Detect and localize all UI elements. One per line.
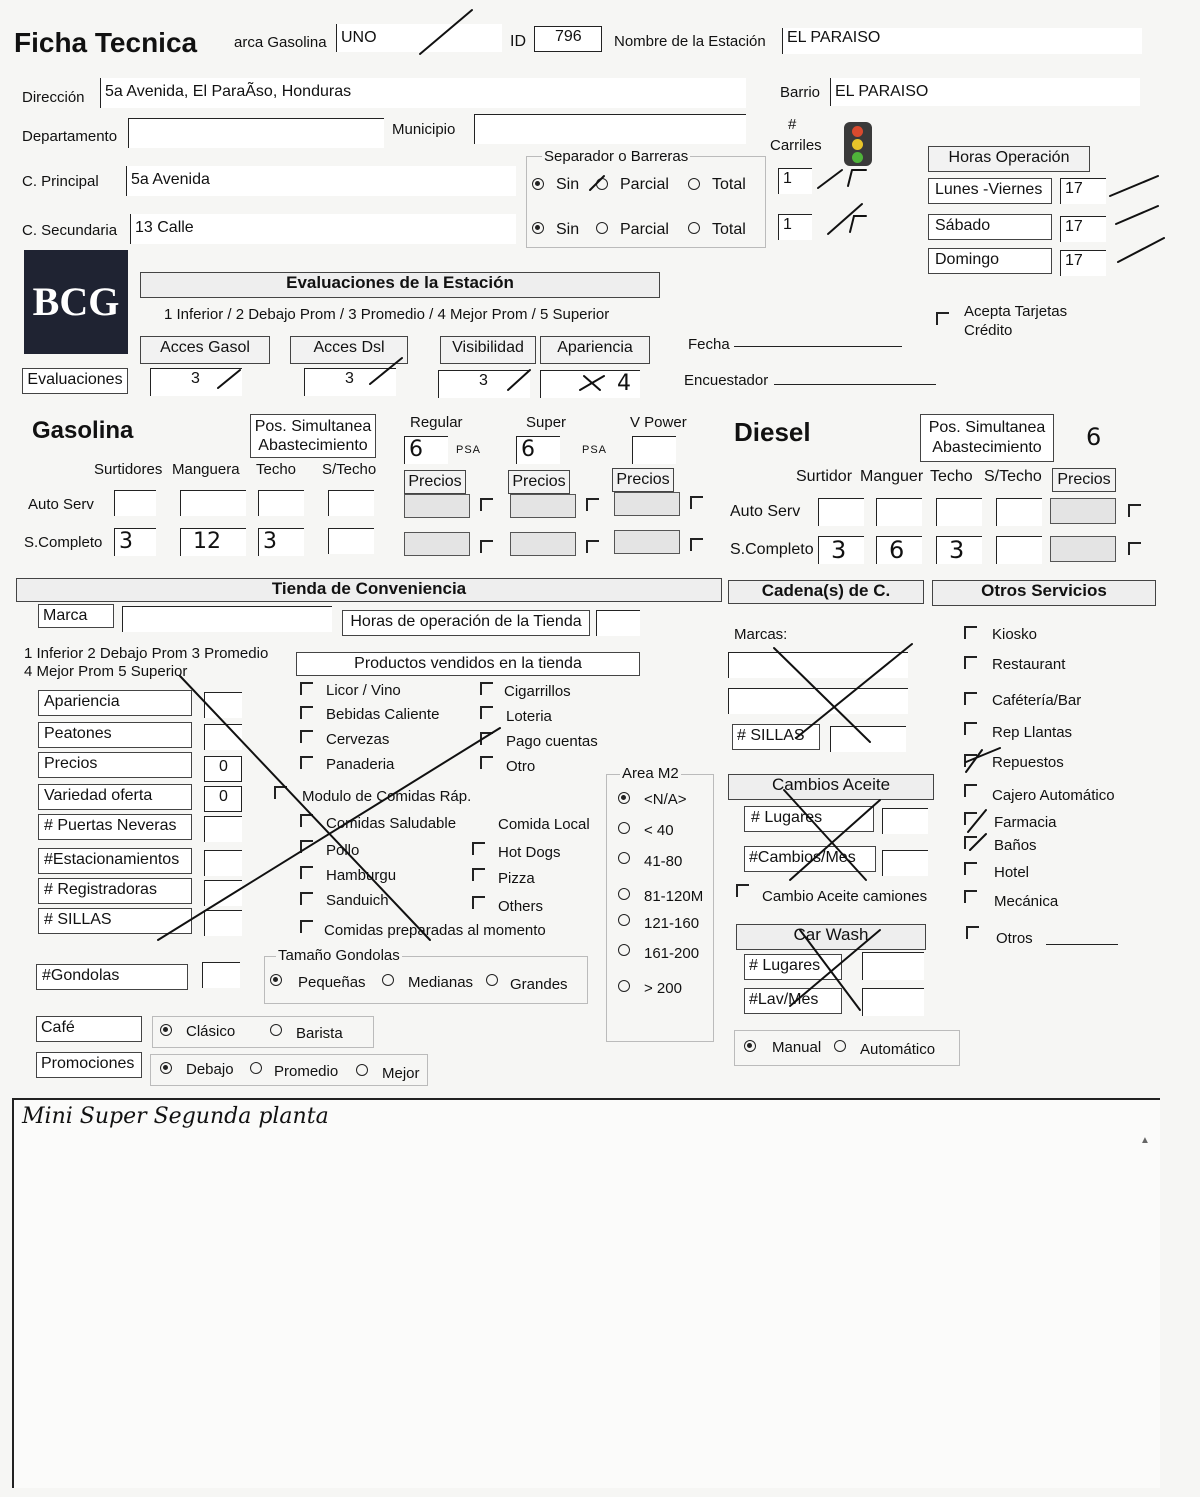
- dsl-col-surtidor: Surtidor: [796, 468, 853, 485]
- otros-title: Otros Servicios: [932, 580, 1156, 606]
- others-label: Others: [498, 898, 544, 915]
- municipio-label: Municipio: [392, 121, 456, 138]
- grandes-label: Grandes: [510, 976, 568, 993]
- pollo-label: Pollo: [326, 842, 360, 859]
- area-121-160-label: 121-160: [644, 915, 700, 932]
- pequenas-label: Pequeñas: [298, 974, 366, 991]
- bcg-logo: BCG: [24, 250, 128, 354]
- marca-gasolina-label: arca Gasolina: [234, 34, 327, 51]
- c-secundaria-field[interactable]: 13 Calle: [130, 214, 516, 244]
- pen-mark: [1110, 176, 1164, 262]
- gas-precios-regular-label: Precios: [404, 470, 466, 494]
- dsl-precios-label: Precios: [1052, 468, 1116, 492]
- tienda-precios-field[interactable]: 0: [204, 756, 242, 782]
- pen-mark: [784, 790, 880, 880]
- direccion-label: Dirección: [22, 89, 85, 106]
- tienda-puertas-label: # Puertas Neveras: [38, 814, 192, 840]
- notes-text: Mini Super Segunda planta: [22, 1104, 329, 1129]
- direccion-field[interactable]: 5a Avenida, El ParaÃso, Honduras: [100, 78, 746, 108]
- cigarrillos-label: Cigarrillos: [504, 683, 571, 700]
- debajo-label: Debajo: [186, 1061, 234, 1078]
- domingo-field[interactable]: 17: [1060, 250, 1106, 276]
- tienda-variedad-label: Variedad oferta: [38, 784, 192, 810]
- mecanica-label: Mecánica: [994, 893, 1059, 910]
- area-na-label: <N/A>: [644, 791, 687, 808]
- productos-title: Productos vendidos en la tienda: [296, 652, 640, 676]
- gas-sc-manguera[interactable]: 12: [180, 528, 246, 556]
- tienda-scale-1: 1 Inferior 2 Debajo Prom 3 Promedio: [24, 645, 269, 662]
- sep-secundaria-sin-label: Sin: [556, 221, 580, 238]
- gas-auto-serv-label: Auto Serv: [28, 496, 94, 513]
- pen-mark: [790, 930, 880, 1010]
- tienda-variedad-field[interactable]: 0: [204, 786, 242, 812]
- gas-precios-vpower-label: Precios: [612, 468, 674, 492]
- carriles-hash: #: [788, 116, 797, 133]
- pen-mark: [180, 676, 430, 940]
- cadena-marcas-label: Marcas:: [734, 626, 788, 643]
- area-title: Area M2: [622, 765, 679, 782]
- psa-label-1: PSA: [456, 444, 482, 456]
- pen-mark: [218, 358, 530, 390]
- lunes-viernes-field[interactable]: 17: [1060, 178, 1106, 204]
- restaurant-label: Restaurant: [992, 656, 1066, 673]
- horas-tienda-label: Horas de operación de la Tienda: [342, 610, 590, 636]
- dsl-auto-serv-label: Auto Serv: [730, 503, 801, 520]
- carriles-secundaria-field[interactable]: 1: [778, 214, 812, 240]
- gas-sc-surtidores[interactable]: 3: [114, 528, 156, 556]
- dsl-pos-value: 6: [1086, 423, 1102, 451]
- kiosko-label: Kiosko: [992, 626, 1038, 643]
- barrio-field[interactable]: EL PARAISO: [830, 78, 1140, 106]
- diesel-title: Diesel: [734, 417, 811, 447]
- cambios-aceite-title: Cambios Aceite: [728, 774, 934, 800]
- hamburgu-label: Hamburgu: [326, 867, 397, 884]
- panaderia-label: Panaderia: [326, 756, 395, 773]
- sep-principal-sin-label: Sin: [556, 176, 580, 193]
- promociones-label: Promociones: [36, 1052, 142, 1078]
- marca-gasolina-field[interactable]: UNO: [336, 24, 502, 52]
- pen-mark: [774, 648, 870, 742]
- bebidas-label: Bebidas Caliente: [326, 706, 440, 723]
- dsl-pos-simultanea-line2: Abastecimiento: [932, 439, 1042, 456]
- sep-secundaria-parcial-label: Parcial: [620, 221, 669, 238]
- carwash-lugares-label: # Lugares: [744, 954, 842, 980]
- scroll-up-icon[interactable]: ▲: [1140, 1135, 1150, 1146]
- nombre-estacion-field[interactable]: EL PARAISO: [782, 28, 1142, 54]
- tienda-title: Tienda de Conveniencia: [16, 578, 722, 602]
- super-label: Super: [526, 414, 567, 431]
- carriles-label: Carriles: [770, 137, 822, 154]
- pen-mark: [966, 748, 1000, 850]
- sep-secundaria-total-label: Total: [712, 221, 746, 238]
- page-title: Ficha Tecnica: [14, 27, 198, 58]
- acces-gasol-label: Acces Gasol: [140, 336, 270, 364]
- acepta-tarjetas-label: Acepta Tarjetas: [964, 303, 1068, 320]
- tienda-peatones-label: Peatones: [38, 722, 192, 748]
- dsl-sc-manguer[interactable]: 6: [876, 536, 922, 564]
- mejor-label: Mejor: [382, 1065, 420, 1082]
- fecha-label: Fecha: [688, 336, 730, 353]
- repuestos-label: Repuestos: [992, 754, 1064, 771]
- otro-label: Otro: [506, 758, 536, 775]
- dsl-col-techo: Techo: [930, 468, 973, 485]
- cambios-mes-label: #Cambios/Mes: [744, 846, 876, 872]
- separador-title: Separador o Barreras: [544, 148, 689, 165]
- acces-dsl-label: Acces Dsl: [290, 336, 408, 364]
- dsl-s-completo-label: S.Completo: [730, 541, 814, 558]
- area-lt40-label: < 40: [644, 822, 674, 839]
- cervezas-label: Cervezas: [326, 731, 390, 748]
- gas-col-techo: Techo: [256, 461, 297, 478]
- vpower-label: V Power: [630, 414, 687, 431]
- lav-mes-label: #Lav/Mes: [744, 988, 842, 1014]
- evaluaciones-row-label: Evaluaciones: [22, 368, 128, 394]
- nombre-estacion-label: Nombre de la Estación: [614, 33, 766, 50]
- barrio-label: Barrio: [780, 84, 821, 101]
- banos-label: Baños: [994, 837, 1037, 854]
- sabado-field[interactable]: 17: [1060, 216, 1106, 242]
- lunes-viernes-label: Lunes -Viernes: [928, 178, 1052, 204]
- cafe-label: Café: [36, 1016, 142, 1042]
- manual-label: Manual: [772, 1039, 822, 1056]
- otros-label: Otros: [996, 930, 1033, 947]
- camiones-label: Cambio Aceite camiones: [762, 888, 928, 905]
- horas-operacion-title: Horas Operación: [928, 146, 1090, 172]
- pen-mark: [818, 170, 866, 188]
- sabado-label: Sábado: [928, 214, 1052, 240]
- promedio-label: Promedio: [274, 1063, 339, 1080]
- encuestador-label: Encuestador: [684, 372, 769, 389]
- tienda-gondolas-label: #Gondolas: [36, 964, 188, 990]
- gas-pos-simultanea-line2: Abastecimiento: [258, 437, 368, 454]
- cafeteria-label: Cafétería/Bar: [992, 692, 1082, 709]
- regular-pos-field[interactable]: 6: [404, 436, 448, 464]
- cambios-lugares-label: # Lugares: [744, 806, 874, 832]
- pago-cuentas-label: Pago cuentas: [506, 733, 598, 750]
- dsl-col-manguer: Manguer: [860, 468, 924, 485]
- area-81-120-label: 81-120M: [644, 888, 704, 905]
- c-principal-field[interactable]: 5a Avenida: [126, 166, 516, 196]
- area-161-200-label: 161-200: [644, 945, 700, 962]
- sanduich-label: Sanduich: [326, 892, 389, 909]
- visibilidad-field[interactable]: 3: [438, 370, 530, 398]
- pen-mark: [828, 204, 866, 234]
- super-pos-field[interactable]: 6: [516, 436, 560, 464]
- carriles-principal-field[interactable]: 1: [778, 168, 812, 194]
- gas-pos-simultanea-line1: Pos. Simultanea: [254, 418, 372, 435]
- licor-label: Licor / Vino: [326, 682, 401, 699]
- rep-llantas-label: Rep Llantas: [992, 724, 1073, 741]
- area-gt200-label: > 200: [644, 980, 682, 997]
- apariencia-field[interactable]: 4: [540, 370, 640, 398]
- gas-col-stecho: S/Techo: [322, 461, 377, 478]
- cadena-title: Cadena(s) de C.: [728, 580, 924, 604]
- dsl-sc-techo[interactable]: 3: [936, 536, 982, 564]
- credito-label: Crédito: [964, 322, 1013, 339]
- cadena-sillas-label: # SILLAS: [732, 724, 820, 750]
- pen-mark: [796, 644, 912, 738]
- pen-mark: [158, 728, 500, 940]
- medianas-label: Medianas: [408, 974, 474, 991]
- gas-precios-super-label: Precios: [508, 470, 570, 494]
- apariencia-label: Apariencia: [540, 336, 650, 364]
- preparadas-label: Comidas preparadas al momento: [324, 922, 546, 939]
- tienda-sillas-label: # SILLAS: [38, 908, 192, 934]
- area-41-80-label: 41-80: [644, 853, 683, 870]
- acces-gasol-field[interactable]: 3: [150, 368, 242, 396]
- tienda-estacionamientos-label: #Estacionamientos: [38, 848, 192, 874]
- sep-principal-parcial-label: Parcial: [620, 176, 669, 193]
- gas-col-surtidores: Surtidores: [94, 461, 163, 478]
- domingo-label: Domingo: [928, 248, 1052, 274]
- pen-mark: [590, 176, 604, 190]
- loteria-label: Loteria: [506, 708, 552, 725]
- modulo-comidas-label: Modulo de Comidas Ráp.: [302, 788, 472, 805]
- regular-label: Regular: [410, 414, 463, 431]
- id-field[interactable]: 796: [534, 26, 602, 52]
- visibilidad-label: Visibilidad: [440, 336, 536, 364]
- dsl-col-stecho: S/Techo: [984, 468, 1042, 485]
- departamento-label: Departamento: [22, 128, 118, 145]
- gondolas-title: Tamaño Gondolas: [278, 947, 400, 964]
- carwash-title: Car Wash: [736, 924, 926, 950]
- farmacia-label: Farmacia: [994, 814, 1057, 831]
- gas-col-manguera: Manguera: [172, 461, 240, 478]
- pen-mark: [580, 376, 604, 390]
- tienda-precios-label: Precios: [38, 752, 192, 778]
- tienda-marca-label: Marca: [38, 604, 114, 628]
- dsl-pos-simultanea-line1: Pos. Simultanea: [928, 419, 1046, 436]
- acces-dsl-field[interactable]: 3: [304, 368, 396, 396]
- sep-principal-total-label: Total: [712, 176, 746, 193]
- comida-local-label: Comida Local: [498, 816, 590, 833]
- tienda-apariencia-label: Apariencia: [38, 690, 192, 716]
- id-label: ID: [510, 33, 526, 50]
- pen-mark: [420, 10, 472, 54]
- clasico-label: Clásico: [186, 1023, 236, 1040]
- gas-s-completo-label: S.Completo: [24, 534, 103, 551]
- tienda-registradoras-label: # Registradoras: [38, 878, 192, 904]
- evaluaciones-scale: 1 Inferior / 2 Debajo Prom / 3 Promedio / 4 Mejor Prom / 5 Superior: [164, 306, 610, 323]
- gas-sc-techo[interactable]: 3: [258, 528, 304, 556]
- psa-label-2: PSA: [582, 444, 608, 456]
- cajero-label: Cajero Automático: [992, 787, 1115, 804]
- pizza-label: Pizza: [498, 870, 535, 887]
- saludable-label: Comidas Saludable: [326, 815, 457, 832]
- c-principal-label: C. Principal: [22, 173, 99, 190]
- gasolina-title: Gasolina: [32, 417, 134, 444]
- tienda-scale-2: 4 Mejor Prom 5 Superior: [24, 663, 188, 680]
- hotdogs-label: Hot Dogs: [498, 844, 561, 861]
- evaluaciones-title: Evaluaciones de la Estación: [140, 272, 660, 298]
- dsl-sc-surtidor[interactable]: 3: [818, 536, 864, 564]
- hotel-label: Hotel: [994, 864, 1030, 881]
- c-secundaria-label: C. Secundaria: [22, 222, 118, 239]
- automatico-label: Automático: [860, 1041, 936, 1058]
- barista-label: Barista: [296, 1025, 343, 1042]
